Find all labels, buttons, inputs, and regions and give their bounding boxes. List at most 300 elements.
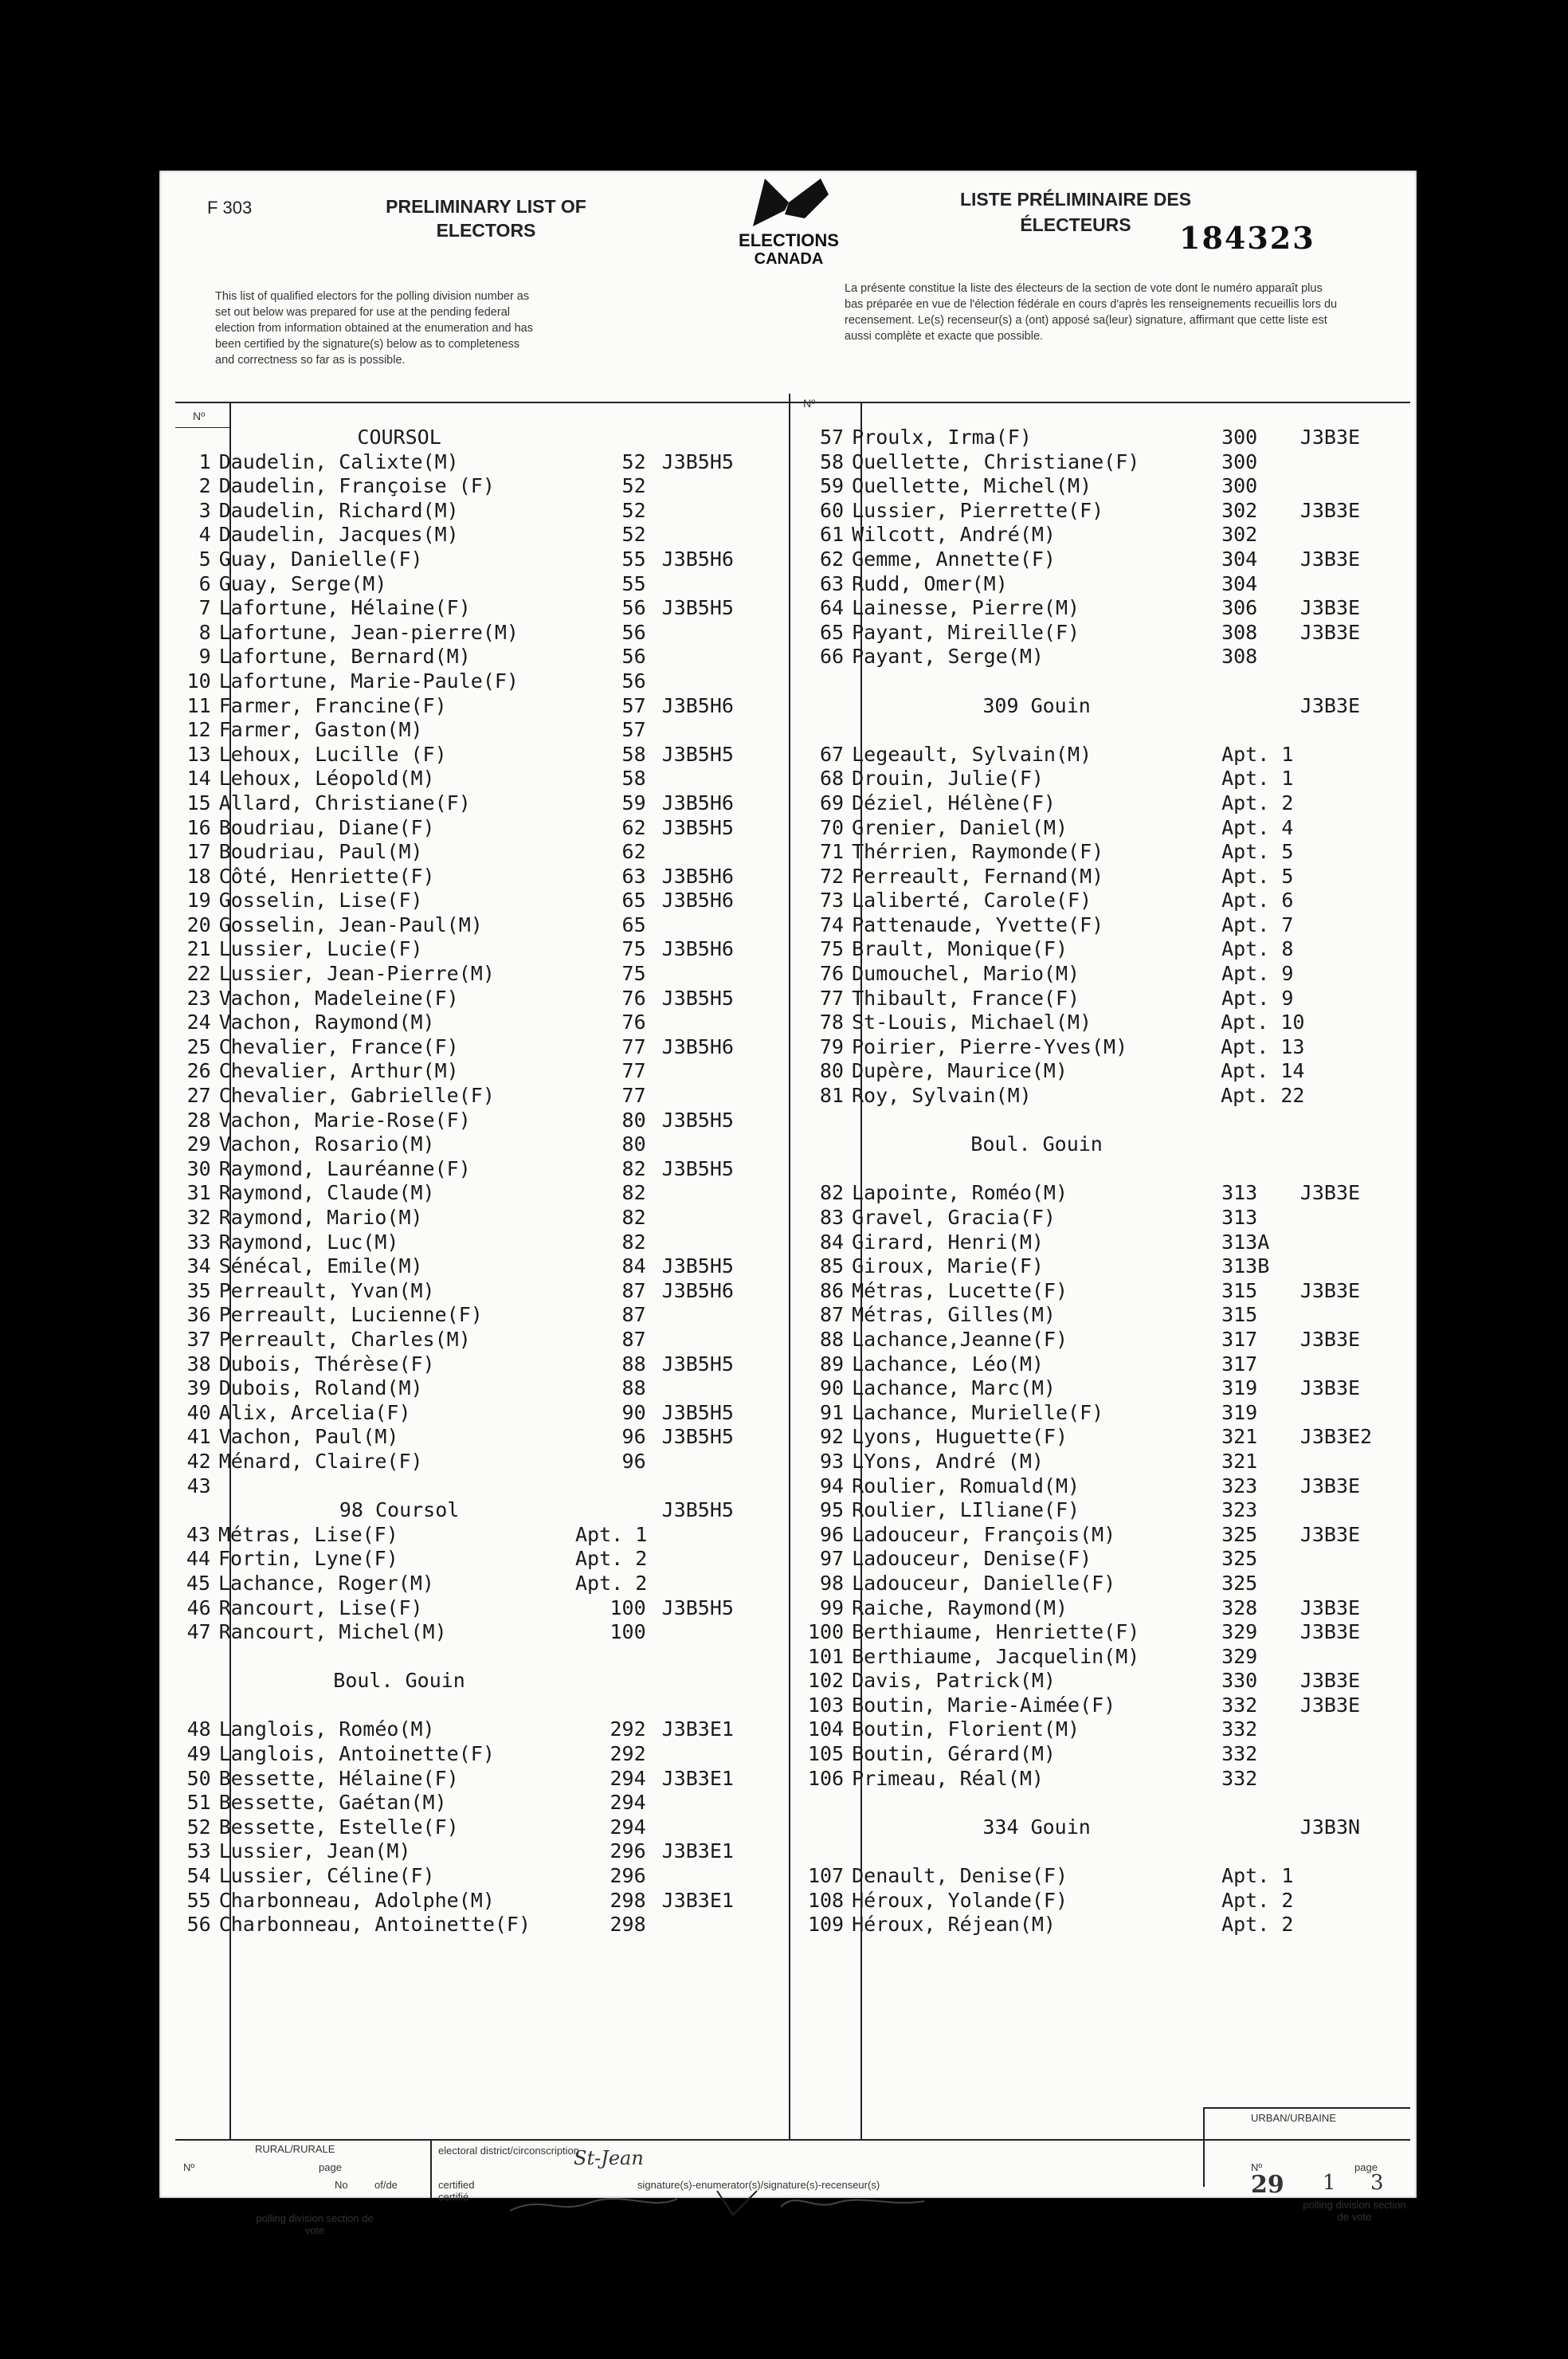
urban-box-left (1203, 2107, 1205, 2187)
elector-name: LYons, André (M) (852, 1449, 1044, 1473)
elector-name: Thibault, France(F) (852, 986, 1080, 1010)
address-number: 55 (621, 547, 646, 571)
elector-name: Perreault, Fernand(M) (852, 864, 1104, 888)
address-number: Apt. 2 (1221, 791, 1294, 814)
elector-number: 20 (186, 913, 211, 936)
address-number: 294 (610, 1766, 646, 1790)
postal-code (662, 1084, 765, 1109)
elector-name: Charbonneau, Antoinette(F) (218, 1913, 531, 1937)
elector-number: 4 (198, 523, 211, 547)
rural-page-label: page (319, 2161, 342, 2173)
elector-number: 75 (820, 937, 845, 961)
address-number: 88 (621, 1376, 646, 1400)
elector-row (789, 1425, 1410, 1450)
elector-name: Langlois, Roméo(M) (218, 1717, 435, 1741)
elector-number: 72 (820, 864, 845, 888)
elector-row (159, 1231, 765, 1255)
elector-row (789, 937, 1410, 962)
elector-list-sheet (159, 171, 1417, 2236)
elector-row (789, 1523, 1410, 1548)
elector-row (789, 1157, 1410, 1182)
elector-row (789, 1791, 1410, 1815)
elector-number: 6 (198, 571, 211, 595)
address-number: 84 (621, 1254, 646, 1278)
address-number: Apt. 9 (1221, 986, 1294, 1010)
elector-name: Lapointe, Roméo(M) (852, 1181, 1068, 1205)
postal-code (1300, 1132, 1410, 1157)
elector-number: 38 (186, 1352, 211, 1376)
elector-row (159, 1181, 765, 1206)
elector-number: 103 (807, 1693, 845, 1717)
elector-row (159, 913, 765, 938)
elector-number: 7 (198, 596, 211, 620)
address-number: Apt. 2 (575, 1571, 648, 1595)
elector-name: Girard, Henri(M) (852, 1230, 1044, 1254)
elector-name: Guay, Serge(M) (218, 571, 387, 595)
elector-name: Grenier, Daniel(M) (852, 815, 1068, 839)
elector-name: Gosselin, Jean-Paul(M) (218, 913, 483, 936)
address-number: 330 (1221, 1669, 1258, 1693)
elector-name: Métras, Lucette(F) (852, 1278, 1068, 1302)
address-number: 100 (610, 1620, 646, 1644)
address-number: 300 (1221, 449, 1258, 473)
elector-name: Lussier, Pierrette(F) (852, 498, 1104, 522)
address-number: Apt. 14 (1221, 1059, 1305, 1083)
elector-row (789, 474, 1410, 499)
elector-name: Lafortune, Hélaine(F) (218, 596, 471, 620)
postal-code (663, 1547, 765, 1572)
elector-name: Daudelin, Jacques(M) (218, 523, 459, 547)
elector-row (159, 1839, 765, 1864)
elector-number: 86 (820, 1278, 845, 1302)
postal-code (662, 1328, 765, 1352)
address-number: 52 (621, 449, 646, 473)
address-number: 313 (1221, 1206, 1258, 1229)
elector-number: 2 (198, 474, 211, 498)
postal-code (1300, 645, 1410, 669)
elector-row (159, 1815, 765, 1840)
right-column (789, 426, 1410, 1937)
postal-code (1300, 572, 1410, 597)
postal-code: J3B3N (1299, 1815, 1361, 1839)
elector-number: 65 (820, 620, 845, 644)
elector-number: 108 (807, 1888, 845, 1912)
elector-row (789, 1839, 1410, 1864)
postal-code (1300, 1401, 1410, 1426)
elector-number: 57 (820, 426, 845, 449)
elector-name: Roulier, Romuald(M) (852, 1474, 1080, 1497)
postal-code (662, 1742, 765, 1767)
elector-name: Payant, Serge(M) (852, 645, 1044, 669)
street-heading (789, 1815, 1410, 1840)
postal-code (1300, 865, 1410, 889)
elector-number: 51 (186, 1791, 211, 1815)
address-number: 317 (1221, 1327, 1258, 1351)
address-number: 96 (621, 1449, 646, 1473)
elector-number: 82 (820, 1181, 845, 1205)
elector-number: 11 (186, 693, 211, 717)
postal-code (662, 1620, 765, 1645)
elector-row (159, 1694, 765, 1718)
address-number: 65 (621, 913, 646, 936)
address-number: 321 (1221, 1425, 1258, 1449)
postal-code: J3B3E (1299, 693, 1361, 717)
address-number: Apt. 5 (1221, 864, 1294, 888)
elector-row (159, 1717, 765, 1742)
postal-code (1300, 889, 1410, 913)
postal-code (663, 1572, 765, 1596)
elector-row (159, 840, 765, 865)
elector-number: 92 (820, 1425, 845, 1449)
postal-code (662, 1791, 765, 1815)
elector-name: Legeault, Sylvain(M) (852, 742, 1092, 766)
postal-code: J3B3E (1299, 1181, 1361, 1205)
address-number: Apt. 6 (1221, 889, 1294, 913)
postal-code: J3B3E2 (1299, 1425, 1373, 1449)
elector-name: Bessette, Hélaine(F) (218, 1766, 459, 1790)
urban-no-label: Nº (1251, 2161, 1263, 2173)
address-number: 77 (621, 1034, 646, 1058)
elector-name: Charbonneau, Adolphe(M) (218, 1888, 495, 1912)
postal-code: J3B5H5 (661, 1108, 734, 1132)
postal-code: J3B5H5 (661, 1498, 734, 1522)
elector-number: 83 (820, 1206, 845, 1229)
elector-name: Denault, Denise(F) (852, 1864, 1068, 1888)
elector-number (789, 1839, 852, 1864)
elector-name: Vachon, Marie-Rose(F) (218, 1108, 471, 1132)
address-number: 82 (621, 1181, 646, 1205)
elector-name: Héroux, Yolande(F) (852, 1888, 1068, 1912)
address-number (579, 1645, 661, 1670)
elector-name: Berthiaume, Henriette(F) (852, 1620, 1140, 1644)
elector-name: Berthiaume, Jacquelin(M) (852, 1644, 1140, 1668)
address-number: Apt. 10 (1221, 1011, 1305, 1034)
address-number: 56 (621, 669, 646, 693)
elector-name: Bessette, Estelle(F) (218, 1815, 459, 1839)
elector-row (159, 1450, 765, 1474)
elector-name: Raymond, Luc(M) (218, 1230, 399, 1254)
postal-code (1300, 1059, 1410, 1084)
postal-code: J3B5H5 (661, 596, 734, 620)
postal-code: J3B3E1 (661, 1839, 734, 1863)
elector-row (159, 743, 765, 767)
elector-number: 50 (186, 1766, 211, 1790)
elector-row (159, 1157, 765, 1182)
address-number: 315 (1221, 1303, 1258, 1327)
postal-code: J3B5H6 (661, 889, 734, 913)
elector-number: 99 (820, 1596, 845, 1619)
elector-number: 55 (186, 1888, 211, 1912)
elector-row (159, 1767, 765, 1792)
postal-code (1300, 913, 1410, 938)
elector-name: Boudriau, Diane(F) (218, 815, 435, 839)
elector-row (789, 1474, 1410, 1499)
elector-name: Chevalier, Arthur(M) (218, 1059, 459, 1083)
elector-number (789, 718, 852, 743)
postal-code (1300, 718, 1410, 743)
address-number: 315 (1221, 1278, 1258, 1302)
elector-name: Raymond, Claude(M) (218, 1181, 435, 1205)
elector-name: Poirier, Pierre-Yves(M) (851, 1034, 1128, 1058)
elector-number: 35 (186, 1278, 211, 1302)
postal-code (1300, 1035, 1410, 1060)
elector-number: 12 (186, 718, 211, 742)
address-number: 80 (621, 1108, 646, 1132)
elector-number: 88 (820, 1327, 845, 1351)
postal-code: J3B5H5 (661, 1425, 734, 1449)
elector-name: Rudd, Omer(M) (852, 571, 1008, 595)
elector-name: Lussier, Jean(M) (218, 1839, 411, 1863)
elector-name (852, 1109, 1221, 1133)
elector-number: 78 (819, 1011, 844, 1034)
street-name: 309 Gouin (982, 693, 1091, 717)
elector-name: Lyons, Huguette(F) (852, 1425, 1068, 1449)
address-number (1221, 1109, 1300, 1133)
elector-name: Drouin, Julie(F) (852, 767, 1044, 791)
address-number: 292 (610, 1717, 646, 1741)
elector-row (789, 1596, 1410, 1621)
elector-number: 90 (820, 1376, 845, 1400)
elector-number: 67 (820, 742, 845, 766)
address-number: 63 (621, 864, 646, 888)
address-number: Apt. 2 (575, 1547, 648, 1571)
address-number: 87 (621, 1327, 646, 1351)
elector-name: Primeau, Réal(M) (852, 1766, 1044, 1790)
elector-name (219, 1474, 580, 1499)
elector-row (789, 767, 1410, 791)
elector-row (159, 1035, 765, 1060)
elector-number: 56 (186, 1913, 211, 1937)
postal-code (1300, 816, 1410, 841)
elector-number: 47 (186, 1620, 211, 1644)
address-number: 332 (1221, 1693, 1258, 1717)
elector-number: 100 (807, 1620, 845, 1644)
elector-row (159, 450, 765, 475)
address-number: 59 (621, 791, 646, 814)
elector-name: Lachance, Roger(M) (218, 1571, 434, 1595)
elector-row (159, 1742, 765, 1767)
elector-row (159, 1620, 765, 1645)
address-number: Apt. 1 (575, 1522, 648, 1546)
elector-row (159, 572, 765, 597)
page-number: 1 (1323, 2171, 1336, 2195)
elector-row (789, 572, 1410, 597)
logo-text-1: ELECTIONS (739, 230, 839, 250)
address-number: 292 (610, 1742, 646, 1766)
postal-code (1300, 1767, 1410, 1792)
postal-code (1300, 767, 1410, 791)
elector-number: 53 (186, 1839, 211, 1863)
elector-name: Allard, Christiane(F) (218, 791, 471, 814)
elector-row (789, 1254, 1410, 1279)
elector-row (159, 1254, 765, 1279)
address-number: 325 (1221, 1522, 1258, 1546)
postal-code (662, 1059, 765, 1084)
elector-row (789, 1109, 1410, 1133)
elector-row (159, 1645, 765, 1670)
address-number: Apt. 5 (1221, 840, 1294, 864)
postal-code (1300, 1645, 1410, 1670)
address-number (579, 1474, 661, 1499)
elector-number: 52 (186, 1815, 211, 1839)
elector-row (159, 816, 765, 841)
elector-number: 31 (186, 1181, 211, 1205)
elector-number: 16 (186, 815, 211, 839)
elector-row (159, 1084, 765, 1109)
address-number: 56 (621, 620, 646, 644)
postal-code (662, 840, 765, 865)
elector-row (789, 840, 1410, 865)
elector-row (159, 499, 765, 524)
elector-number: 66 (820, 645, 845, 669)
elector-number (789, 1791, 852, 1815)
elector-number: 106 (807, 1766, 845, 1790)
title-en-line1: PRELIMINARY LIST OF (386, 196, 586, 217)
postal-code: J3B3E (1299, 1669, 1361, 1693)
elector-row (159, 718, 765, 743)
elector-number: 48 (186, 1717, 211, 1741)
elector-name: Vachon, Raymond(M) (218, 1011, 435, 1034)
elector-name: Ouellette, Christiane(F) (852, 449, 1140, 473)
elector-number: 79 (819, 1034, 844, 1058)
elector-number: 22 (186, 962, 211, 986)
address-number: 77 (621, 1059, 646, 1083)
elector-name: Côté, Henriette(F) (218, 864, 435, 888)
elector-name: Langlois, Antoinette(F) (218, 1742, 495, 1766)
elector-number: 89 (820, 1352, 845, 1376)
elector-row (789, 669, 1410, 694)
address-number: 298 (610, 1913, 646, 1937)
postal-code (662, 474, 765, 499)
elector-name: Lehoux, Léopold(M) (218, 767, 435, 791)
postal-code: J3B5H5 (661, 742, 734, 766)
address-number: 300 (1221, 474, 1258, 498)
postal-code: J3B3E (1299, 1693, 1361, 1717)
postal-code (1300, 1889, 1410, 1913)
street-heading (789, 1132, 1410, 1157)
elector-number (159, 1694, 219, 1718)
elector-row (159, 474, 765, 499)
address-number: 82 (621, 1206, 646, 1229)
polling-division-left: polling division section de vote (256, 2212, 374, 2236)
postal-code (1300, 1717, 1410, 1742)
elector-row (159, 1474, 765, 1499)
address-number: 304 (1221, 571, 1258, 595)
electoral-district-value: St-Jean (574, 2147, 644, 2169)
elector-number: 29 (186, 1132, 211, 1156)
elector-number: 73 (820, 889, 845, 913)
title-fr-line1: LISTE PRÉLIMINAIRE DES (959, 189, 1192, 210)
footer-rule (175, 2139, 1410, 2141)
elector-number: 41 (186, 1425, 211, 1449)
elector-row (789, 1547, 1410, 1572)
postal-code: J3B3E1 (661, 1717, 734, 1741)
elector-row (159, 889, 765, 913)
title-english (335, 194, 637, 242)
postal-code (662, 1694, 765, 1718)
page-of-number: 3 (1370, 2171, 1384, 2195)
postal-code (662, 523, 765, 548)
elector-name: Daudelin, Françoise (F) (218, 474, 495, 498)
elector-number: 40 (186, 1400, 211, 1424)
postal-code (1300, 523, 1410, 548)
elector-number: 36 (186, 1303, 211, 1327)
address-number: 56 (621, 645, 646, 669)
title-fr-line2: ÉLECTEURS (1020, 214, 1131, 235)
street-name: Boul. Gouin (970, 1132, 1103, 1156)
elector-row (789, 523, 1410, 548)
postal-code (662, 767, 765, 791)
elector-row (159, 1889, 765, 1913)
title-en-line2: ELECTORS (436, 220, 536, 241)
elector-row (159, 1572, 765, 1596)
postal-code (1300, 791, 1410, 816)
elector-row (789, 1303, 1410, 1328)
elector-number: 91 (820, 1400, 845, 1424)
elector-row (789, 1401, 1410, 1426)
elector-number: 64 (820, 596, 845, 620)
address-number: 302 (1221, 498, 1258, 522)
no-label-left: Nº (193, 410, 206, 422)
postal-code (1300, 1231, 1410, 1255)
elector-row (159, 1523, 765, 1548)
elector-number: 17 (186, 840, 211, 864)
elector-row (159, 1303, 765, 1328)
elector-name: Ménard, Claire(F) (218, 1449, 423, 1473)
address-number: 87 (621, 1303, 646, 1327)
elector-name: Ladouceur, Danielle(F) (852, 1571, 1116, 1595)
postal-code (1300, 1791, 1410, 1815)
elector-number: 60 (820, 498, 845, 522)
urban-page-label: page (1354, 2161, 1378, 2173)
elector-row (789, 1059, 1410, 1084)
elector-name: Davis, Patrick(M) (852, 1669, 1056, 1693)
address-number: 323 (1221, 1498, 1258, 1522)
elector-name: Guay, Danielle(F) (218, 547, 423, 571)
address-number: 52 (621, 474, 646, 498)
postal-code: J3B5H6 (661, 547, 734, 571)
postal-code: J3B5H6 (661, 864, 734, 888)
elector-name: Roulier, LIliane(F) (852, 1498, 1080, 1522)
elector-row (789, 1645, 1410, 1670)
postal-code (662, 1011, 765, 1035)
elector-name: Héroux, Réjean(M) (852, 1913, 1056, 1937)
postal-code (662, 1231, 765, 1255)
postal-code: J3B5H6 (661, 937, 734, 961)
street-name: COURSOL (357, 426, 441, 449)
elector-number: 23 (186, 986, 211, 1010)
urban-box-rule (1203, 2107, 1410, 2109)
postal-code (1300, 987, 1410, 1011)
elector-name: Proulx, Irma(F) (852, 426, 1032, 449)
postal-code: J3B3E (1299, 1327, 1361, 1351)
elector-number: 24 (186, 1011, 211, 1034)
postal-code (1300, 1547, 1410, 1572)
elector-row (789, 1864, 1410, 1889)
street-name: 98 Coursol (339, 1498, 460, 1522)
elector-name: Ladouceur, Denise(F) (852, 1547, 1092, 1571)
serial-number: 184323 (1179, 220, 1315, 256)
elector-row (789, 1206, 1410, 1231)
elector-name: St-Louis, Michael(M) (851, 1011, 1092, 1034)
elector-number: 94 (820, 1474, 845, 1497)
elector-row (789, 1376, 1410, 1401)
address-number: 328 (1221, 1596, 1258, 1619)
elector-row (789, 596, 1410, 621)
elector-name (852, 1791, 1221, 1815)
elections-canada-logo (709, 171, 868, 274)
elector-row (159, 1596, 765, 1621)
